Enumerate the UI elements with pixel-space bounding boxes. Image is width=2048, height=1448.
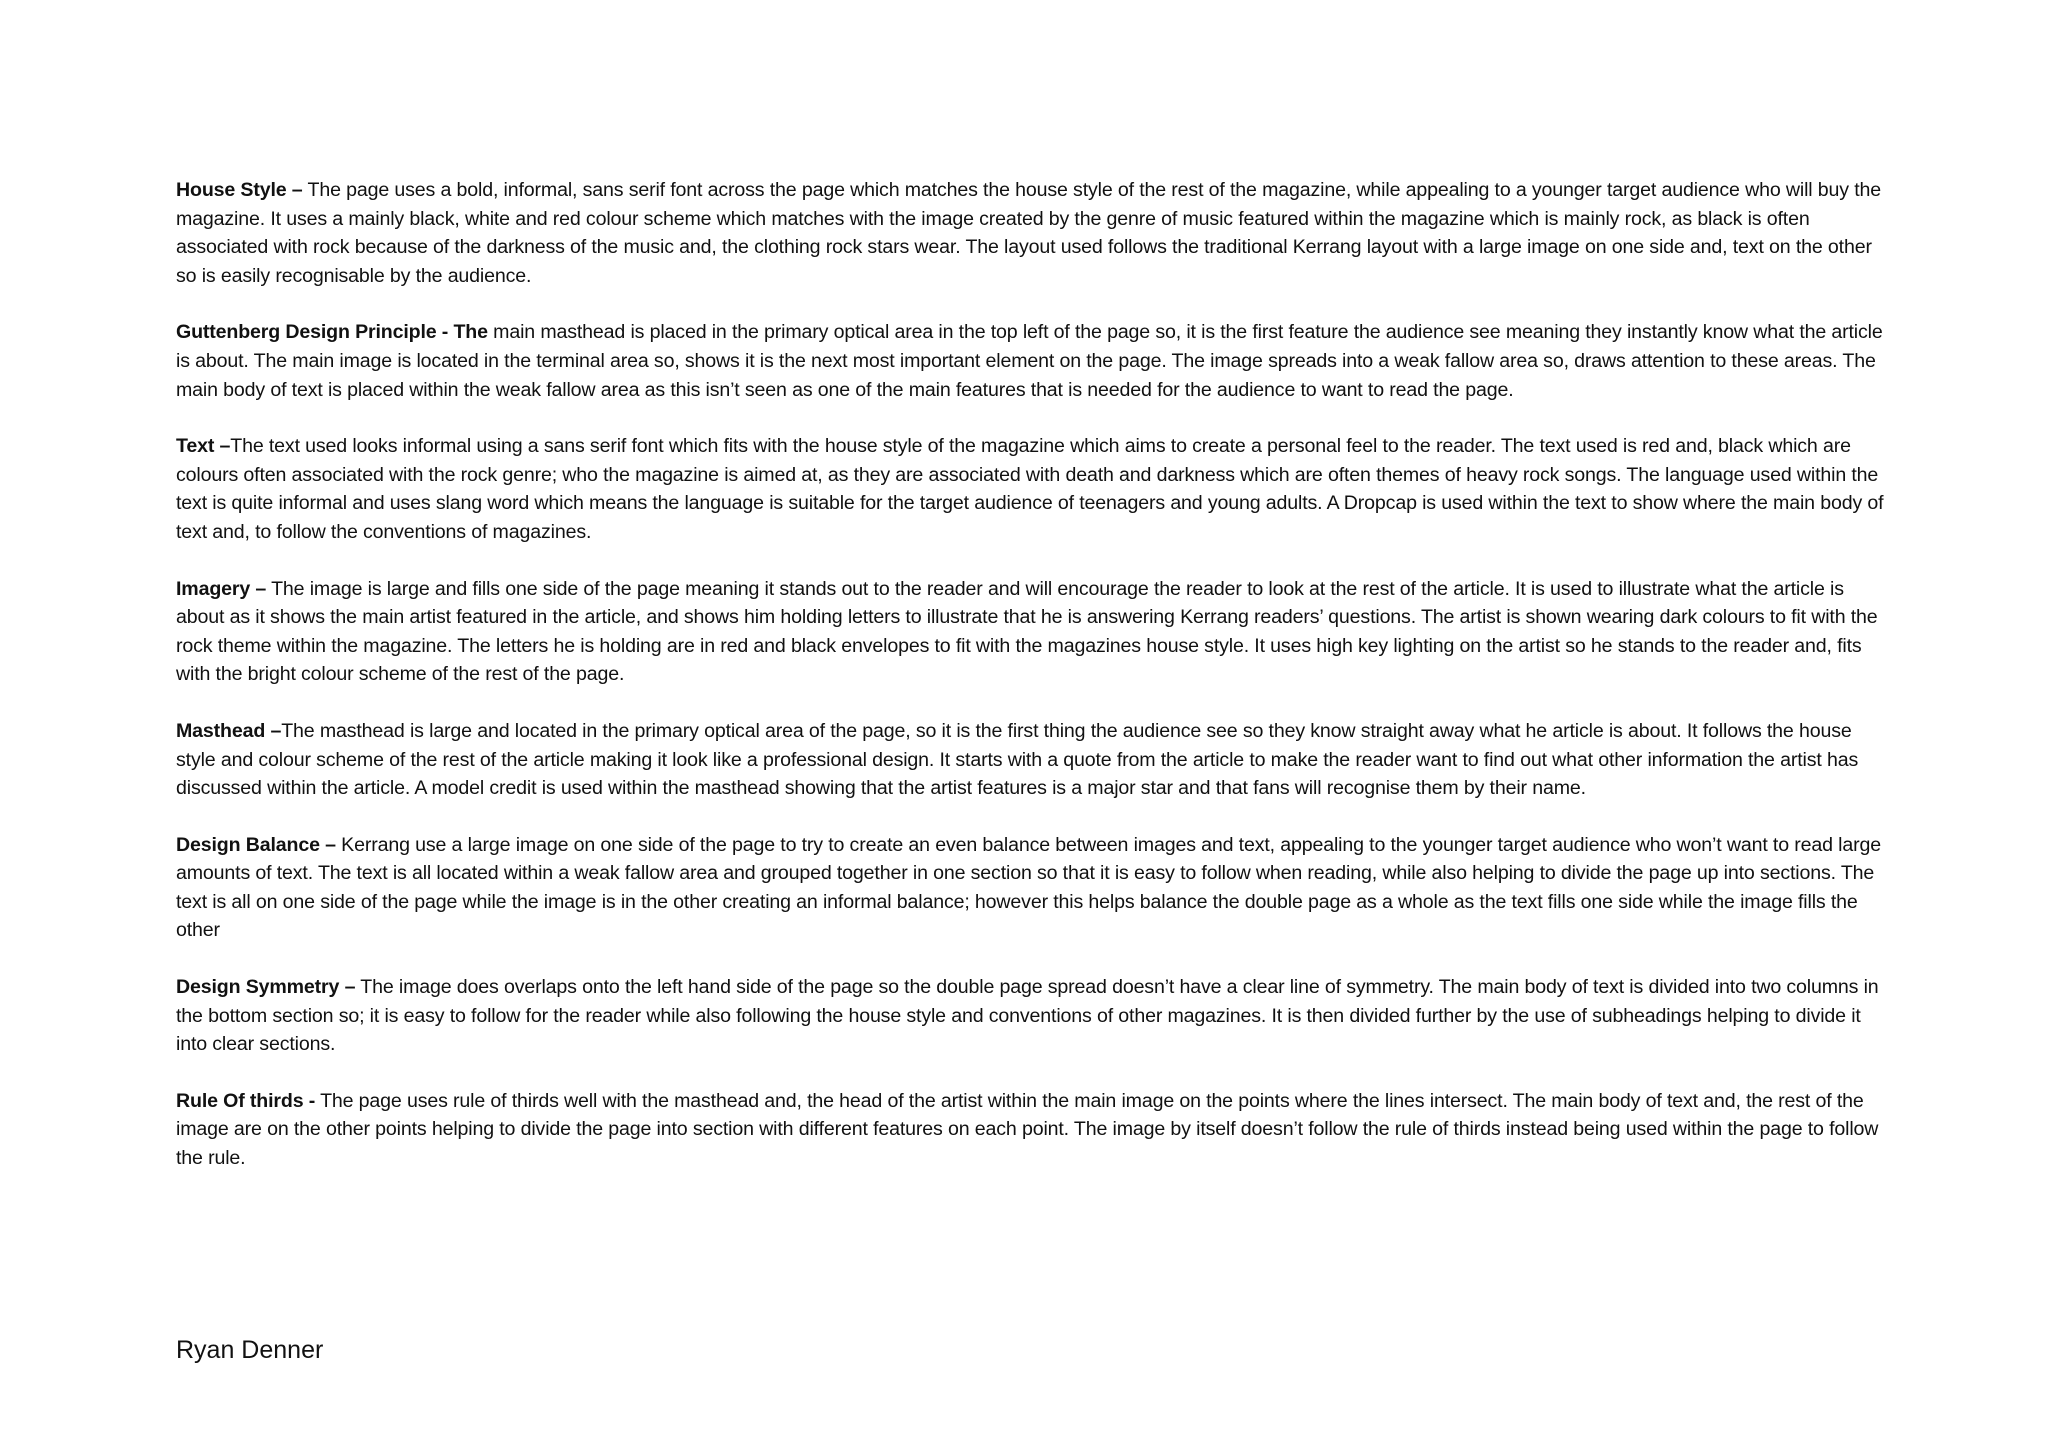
section-house-style <box>176 176 1896 290</box>
section-heading: House Style – <box>176 179 303 201</box>
section-heading: Text – <box>176 435 231 458</box>
section-text: The text used looks informal using a sans serif font which fits with the house style of the magazine which aims to create a personal feel to the reader. The text used is red and, black which are colours often associated with the rock genre; who the magazine is aimed at, as they are associated with death and darkness which are often themes of heavy rock songs. The language used within the text is quite informal and uses slang word which means the language is suitable for the target audience of teenagers and young adults. A Dropcap is used within the text to show where the main body of text and, to follow the conventions of magazines. <box>176 435 1884 543</box>
section-guttenberg-design-principle <box>176 318 1896 404</box>
section-heading: Design Symmetry – <box>176 976 356 999</box>
section-text: The image does overlaps onto the left hand side of the page so the double page spread doesn’t have a clear line of symmetry. The main body of text is divided into two columns in the bottom section so; it is easy to follow for the reader while also following the house style and conventions of other magazines. It is then divided further by the use of subheadings helping to divide it into clear sections. <box>176 976 1879 1056</box>
document-body <box>176 176 1896 1201</box>
section-text: Kerrang use a large image on one side of the page to try to create an even balance between images and text, appealing to the younger target audience who won’t want to read large amounts of text. The text is all located within a weak fallow area and grouped together in one section so that it is easy to follow when reading, while also helping to divide the page up into sections. The text is all on one side of the page while the image is in the other creating an informal balance; however this helps balance the double page as a whole as the text fills one side while the image fills the other <box>176 833 1881 942</box>
section-heading: Design Balance – <box>176 833 336 856</box>
section-heading: Rule Of thirds - <box>176 1089 316 1112</box>
section-heading: Guttenberg Design Principle - The <box>176 321 488 344</box>
section-text: The masthead is large and located in the primary optical area of the page, so it is the first thing the audience see so they know straight away what he article is about. It follows the house style and colour scheme of the rest of the article making it look like a professional design. It starts with a quote from the article to make the reader want to find out what other information the artist has discussed within the article. A model credit is used within the masthead showing that the artist features is a major star and that fans will recognise them by their name. <box>176 719 1859 800</box>
section-text: The image is large and fills one side of the page meaning it stands out to the reader and will encourage the reader to look at the rest of the article. It is used to illustrate what the article is about as it shows the main artist featured in the article, and shows him holding letters to illustrate that he is answering Kerrang readers’ questions. The artist is shown wearing dark colours to fit with the rock theme within the magazine. The letters he is holding are in red and black envelopes to fit with the magazines house style. It uses high key lighting on the artist so he stands to the reader and, fits with the bright colour scheme of the rest of the page. <box>176 577 1878 686</box>
footer-author-name: Ryan Denner <box>176 1336 324 1364</box>
section-text: The page uses rule of thirds well with the masthead and, the head of the artist within the main image on the points where the lines intersect. The main body of text and, the rest of the image are on the other points helping to divide the page into section with different features on each point. The image by itself doesn’t follow the rule of thirds instead being used within the page to follow the rule. <box>176 1089 1879 1170</box>
section-design-balance <box>176 831 1896 945</box>
section-heading: Imagery – <box>176 577 267 600</box>
section-text <box>176 432 1896 546</box>
section-text: main masthead is placed in the primary optical area in the top left of the page so, it is the first feature the audience see meaning they instantly know what the article is about. The main image is located in the terminal area so, shows it is the next most important element on the page. The image spreads into a weak fallow area so, draws attention to these areas. The main body of text is placed within the weak fallow area as this isn’t seen as one of the main features that is needed for the audience to want to read the page. <box>176 321 1883 401</box>
section-rule-of-thirds <box>176 1087 1896 1173</box>
section-design-symmetry <box>176 973 1896 1059</box>
section-heading: Masthead – <box>176 719 282 742</box>
section-masthead <box>176 717 1896 803</box>
section-text: The page uses a bold, informal, sans serif font across the page which matches the house style of the rest of the magazine, while appealing to a younger target audience who will buy the magazine. It uses a mainly black, white and red colour scheme which matches with the image created by the genre of music featured within the magazine which is mainly rock, as black is often associated with rock because of the darkness of the music and, the clothing rock stars wear. The layout used follows the traditional Kerrang layout with a large image on one side and, text on the other so is easily recognisable by the audience. <box>176 179 1882 287</box>
section-imagery <box>176 575 1896 689</box>
